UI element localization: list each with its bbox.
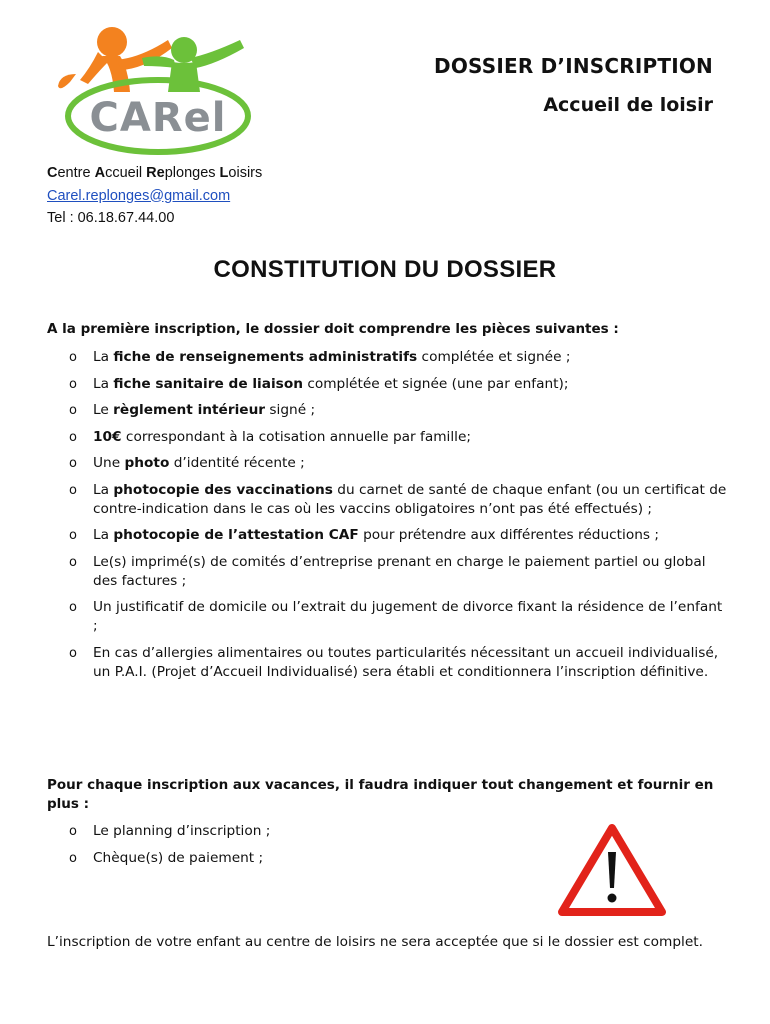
page-title: CONSTITUTION DU DOSSIER xyxy=(213,256,557,283)
item-text: correspondant à la cotisation annuelle par famille; xyxy=(121,428,471,445)
first-inscription-section xyxy=(47,320,727,689)
logo-text: CARel xyxy=(89,95,227,141)
item-text: complétée et signée (une par enfant); xyxy=(302,375,569,392)
list-item xyxy=(47,401,727,420)
item-text: La xyxy=(93,481,114,498)
name-part: ccueil xyxy=(105,165,147,181)
bullet-marker: o xyxy=(69,824,77,839)
list-item xyxy=(47,553,727,591)
item-text: complétée et signée ; xyxy=(417,349,571,365)
bullet-marker: o xyxy=(69,403,77,418)
document-title: DOSSIER D’INSCRIPTION xyxy=(434,54,713,78)
footer-note: L’inscription de votre enfant au centre de loisirs ne sera acceptée que si le dossier est complet. xyxy=(47,934,704,950)
required-documents-list xyxy=(47,348,727,682)
section-heading: A la première inscription, le dossier doit comprendre les pièces suivantes : xyxy=(47,321,619,337)
list-item xyxy=(47,481,727,519)
list-item xyxy=(47,526,727,545)
item-text: La xyxy=(93,527,114,543)
organisation-phone: Tel : 06.18.67.44.00 xyxy=(47,210,175,226)
item-text: En cas d’allergies alimentaires ou toutes particularités nécessitant un accueil individualisé, un P.A.I. (Projet d’Accueil Individualisé) sera établi et conditionnera l’inscription définitive. xyxy=(93,644,719,680)
item-text: Le xyxy=(93,402,114,418)
list-item xyxy=(47,375,727,394)
item-text: Le(s) imprimé(s) de comités d’entreprise prenant en charge le paiement partiel ou global des factures ; xyxy=(93,553,706,589)
item-text: signé ; xyxy=(265,402,316,418)
item-text: Chèque(s) de paiement ; xyxy=(93,849,264,866)
organisation-info xyxy=(47,162,262,230)
organisation-name xyxy=(47,162,262,185)
section-heading: Pour chaque inscription aux vacances, il faudra indiquer tout changement et fournir en plus : xyxy=(47,777,714,812)
bullet-marker: o xyxy=(69,456,77,471)
item-emphasis: 10€ xyxy=(93,428,122,445)
item-emphasis: règlement intérieur xyxy=(113,402,266,418)
item-text: La xyxy=(93,375,114,392)
name-initial: Re xyxy=(146,165,165,181)
name-part: entre xyxy=(57,165,95,181)
item-text: La xyxy=(93,349,114,365)
name-part: oisirs xyxy=(228,165,263,181)
bullet-marker: o xyxy=(69,429,77,445)
bullet-marker: o xyxy=(69,645,77,661)
item-text: d’identité récente ; xyxy=(169,455,305,471)
list-item xyxy=(47,644,727,682)
document-header xyxy=(434,54,713,116)
item-text: Une xyxy=(93,455,125,471)
bullet-marker: o xyxy=(69,554,77,570)
name-initial: A xyxy=(94,165,106,181)
carel-logo xyxy=(50,18,260,158)
item-text: Un justificatif de domicile ou l’extrait du jugement de divorce fixant la résidence de l’enfant ; xyxy=(93,599,723,634)
name-initial: C xyxy=(47,165,58,181)
item-emphasis: photocopie des vaccinations xyxy=(113,481,333,498)
bullet-marker: o xyxy=(69,376,77,392)
item-text: Le planning d’inscription ; xyxy=(93,823,271,839)
organisation-email[interactable] xyxy=(47,185,262,208)
bullet-marker: o xyxy=(69,600,77,615)
document-subtitle: Accueil de loisir xyxy=(543,94,713,116)
bullet-marker: o xyxy=(69,850,77,866)
name-initial: L xyxy=(219,165,229,181)
item-emphasis: fiche sanitaire de liaison xyxy=(113,375,303,392)
warning-triangle-icon xyxy=(556,822,668,918)
bullet-marker: o xyxy=(69,528,77,543)
item-text: pour prétendre aux différentes réductions ; xyxy=(358,527,659,543)
item-emphasis: fiche de renseignements administratifs xyxy=(113,349,418,365)
email-link[interactable]: Carel.replonges@gmail.com xyxy=(47,187,231,204)
item-emphasis: photocopie de l’attestation CAF xyxy=(113,527,359,543)
name-part: plonges xyxy=(164,165,220,181)
bullet-marker: o xyxy=(69,350,77,365)
list-item xyxy=(47,454,727,473)
item-emphasis: photo xyxy=(124,455,170,471)
list-item xyxy=(47,428,727,447)
list-item xyxy=(47,348,727,367)
list-item xyxy=(47,598,727,636)
bullet-marker: o xyxy=(69,482,77,498)
item-text: du carnet de santé de chaque enfant (ou un certificat de contre-indication dans le cas où les vaccins obligatoires n’ont pas été effectués) ; xyxy=(93,481,727,517)
